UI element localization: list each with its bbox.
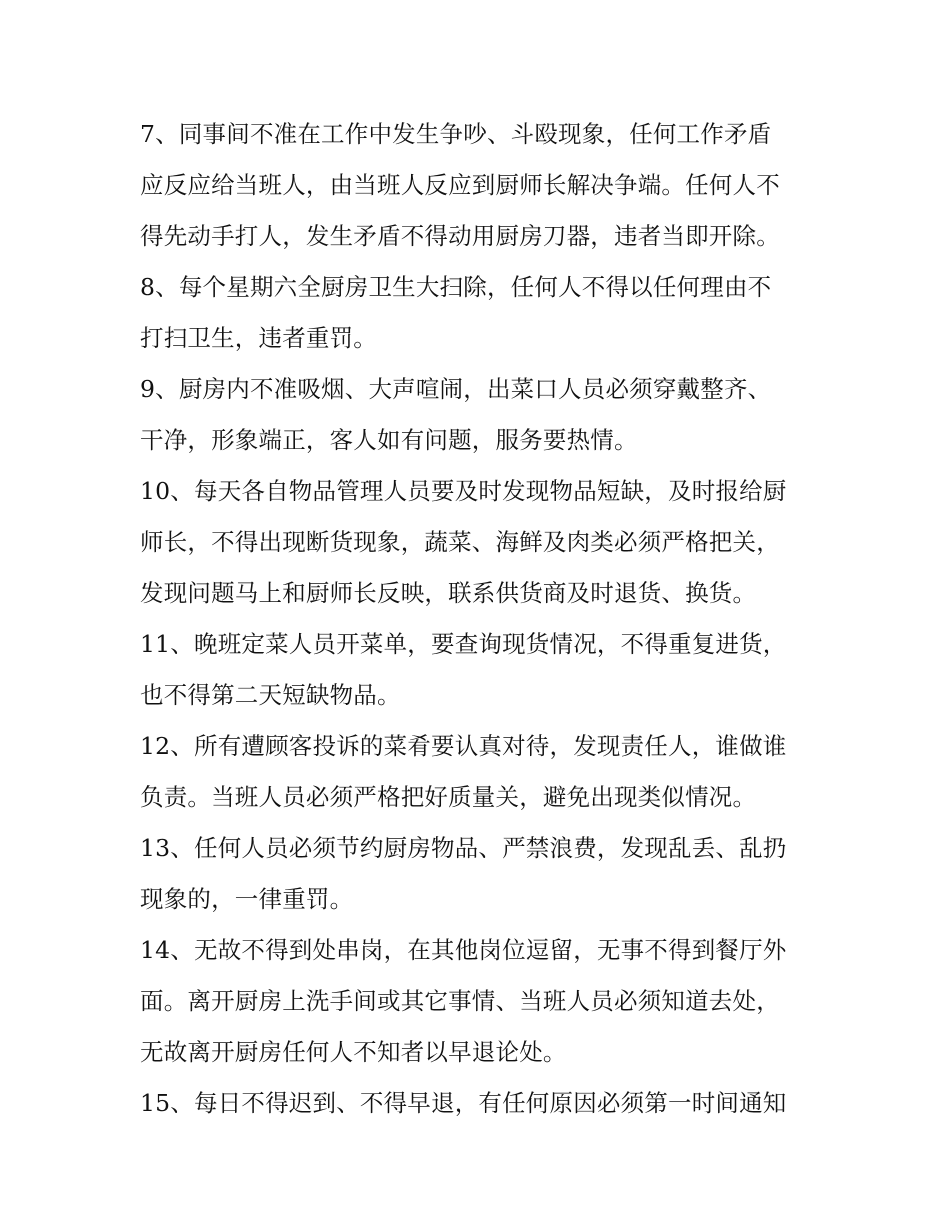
text-line: 15、每日不得迟到、不得早退，有任何原因必须第一时间通知: [140, 1089, 787, 1117]
text-line: 得先动手打人，发生矛盾不得动用厨房刀器，违者当即开除。: [140, 222, 780, 250]
text-line: 14、无故不得到处串岗，在其他岗位逗留，无事不得到餐厅外: [140, 936, 787, 964]
text-line: 11、晚班定菜人员开菜单，要查询现货情况，不得重复进货，: [140, 630, 787, 658]
document-body: [140, 109, 815, 1129]
text-line: 应反应给当班人，由当班人反应到厨师长解决争端。任何人不: [140, 171, 780, 199]
text-line: 8、每个星期六全厨房卫生大扫除，任何人不得以任何理由不: [140, 273, 772, 301]
text-line: 负责。当班人员必须严格把好质量关，避免出现类似情况。: [140, 783, 757, 811]
text-line: 10、每天各自物品管理人员要及时发现物品短缺，及时报给厨: [140, 477, 787, 505]
text-line: 发现问题马上和厨师长反映，联系供货商及时退货、换货。: [140, 579, 757, 607]
text-line: 师长，不得出现断货现象，蔬菜、海鲜及肉类必须严格把关，: [140, 528, 780, 556]
text-line: 面。离开厨房上洗手间或其它事情、当班人员必须知道去处，: [140, 987, 780, 1015]
text-line: 也不得第二天短缺物品。: [140, 681, 401, 709]
text-line: 打扫卫生，违者重罚。: [140, 324, 377, 352]
text-line: 干净，形象端正，客人如有问题，服务要热情。: [140, 426, 638, 454]
text-line: 9、厨房内不准吸烟、大声喧闹，出菜口人员必须穿戴整齐、: [140, 375, 772, 403]
text-line: 无故离开厨房任何人不知者以早退论处。: [140, 1038, 567, 1066]
text-line: 现象的，一律重罚。: [140, 885, 354, 913]
text-line: 7、同事间不准在工作中发生争吵、斗殴现象，任何工作矛盾: [140, 120, 772, 148]
text-line: 12、所有遭顾客投诉的菜肴要认真对待，发现责任人，谁做谁: [140, 732, 787, 760]
text-line: 13、任何人员必须节约厨房物品、严禁浪费，发现乱丢、乱扔: [140, 834, 787, 862]
